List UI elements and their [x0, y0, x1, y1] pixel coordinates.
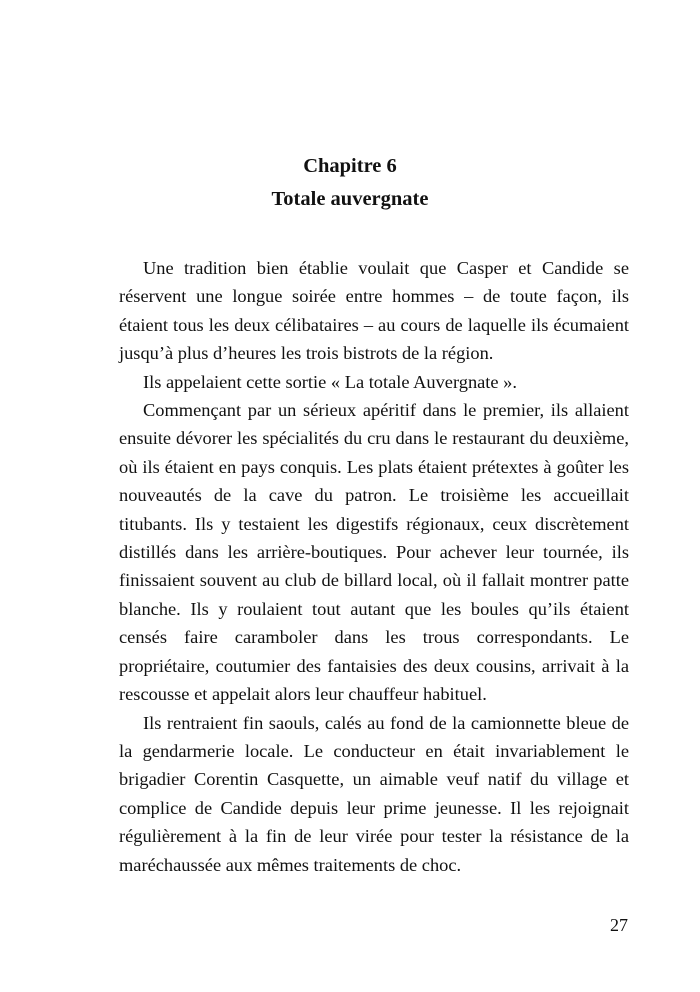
paragraph: Commençant par un sérieux apéritif dans le premier, ils allaient ensuite dévorer les spécialités du cru dans le restaurant du deuxième, où ils étaient en pays conquis. Les plats étaient prétextes à goûter les nouveautés de la cave du patron. Le troisième les accueillait titubants. Ils y testaient les digestifs régionaux, ceux discrètement distillés dans les arrière-boutiques. Pour achever leur tournée, ils finissaient souvent au club de billard local, où il fallait montrer patte blanche. Ils y roulaient tout autant que les boules qu’ils étaient censés faire caramboler dans les trous correspondants. Le propriétaire, coutumier des fantaisies des deux cousins, arrivait à la rescousse et appelait alors leur chauffeur habituel. [119, 400, 629, 705]
paragraph: Ils appelaient cette sortie « La totale Auvergnate ». [143, 371, 517, 392]
paragraph: Ils rentraient fin saouls, calés au fond de la camionnette bleue de la gendarmerie locale. Le conducteur en était invariablement le brigadier Corentin Casquette, un aimable veuf natif du village et complice de Candide depuis leur prime jeunesse. Il les rejoignait régulièrement à la fin de leur virée pour tester la résistance de la maréchaussée aux mêmes traitements de choc. [119, 712, 629, 875]
chapter-heading [0, 150, 700, 216]
chapter-number: Chapitre 6 [303, 155, 397, 177]
chapter-title: Totale auvergnate [271, 188, 429, 210]
chapter-body [119, 254, 629, 879]
paragraph: Une tradition bien établie voulait que Casper et Candide se réservent une longue soirée entre hommes – de toute façon, ils étaient tous les deux célibataires – au cours de laquelle ils écumaient jusqu’à plus d’heures les trois bistrots de la région. [119, 258, 629, 364]
page-number: 27 [610, 915, 628, 935]
